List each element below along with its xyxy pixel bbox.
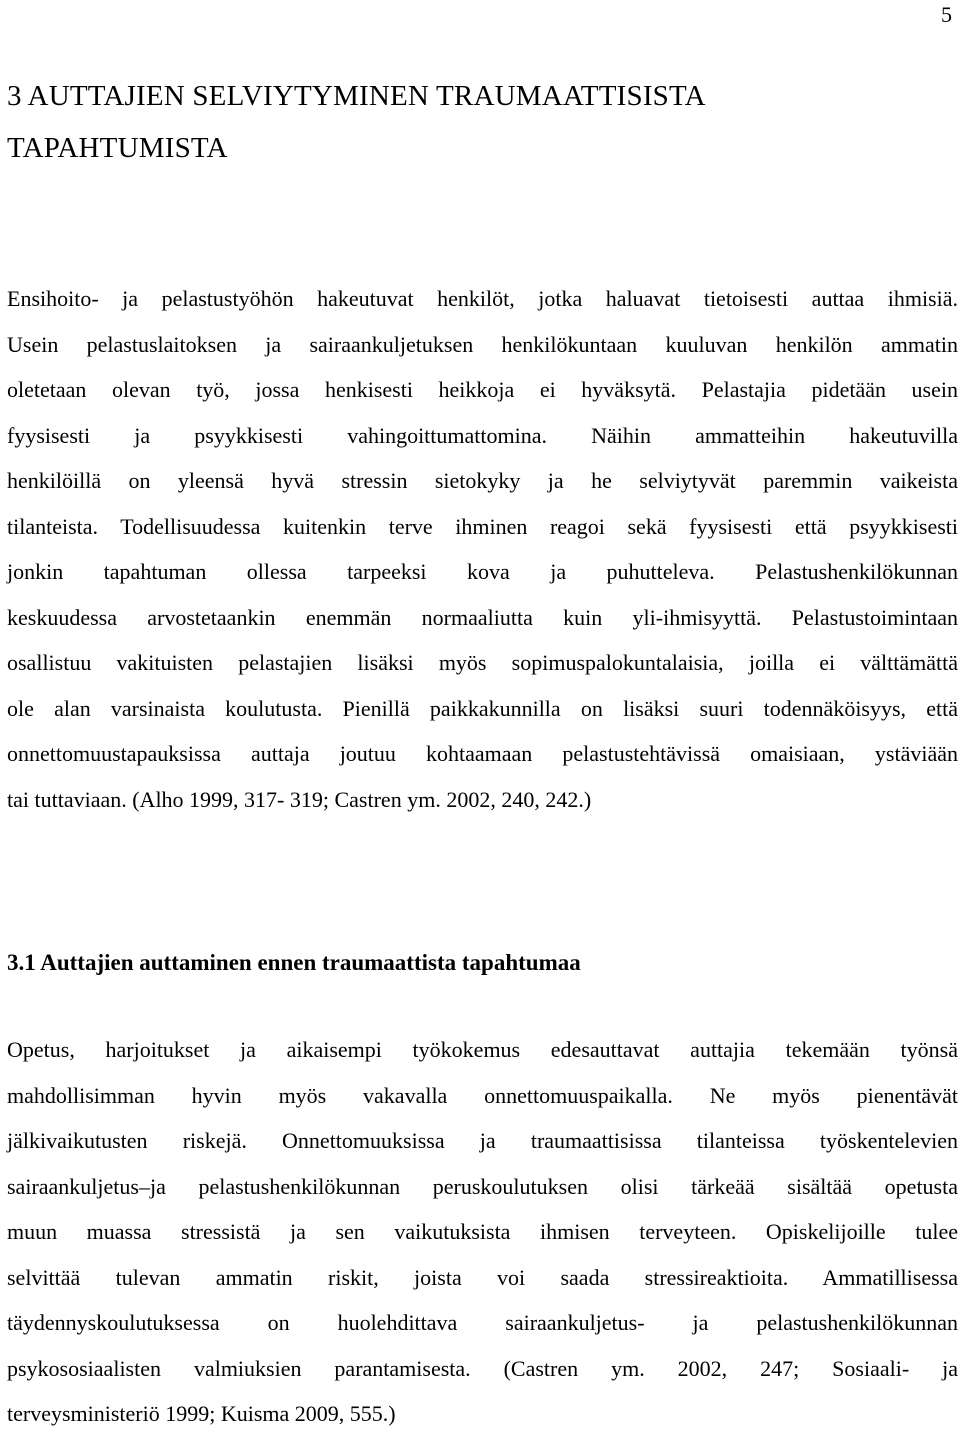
paragraph-line: ole alan varsinaista koulutusta. Pienillä paikkakunnilla on lisäksi suuri todennäköisyys, että xyxy=(7,695,958,721)
paragraph-line: sairaankuljetus–ja pelastushenkilökunnan peruskoulutuksen olisi tärkeää sisältää opetusta xyxy=(7,1173,958,1199)
paragraph-line: onnettomuustapauksissa auttaja joutuu kohtaamaan pelastustehtävissä omaisiaan, ystäviään xyxy=(7,741,958,766)
paragraph-line: Usein pelastuslaitoksen ja sairaankuljetuksen henkilökuntaan kuuluvan henkilön ammatin xyxy=(7,331,958,357)
paragraph-line: osallistuu vakituisten pelastajien lisäksi myös sopimuspalokuntalaisia, joilla ei välttämättä xyxy=(7,650,958,675)
paragraph-line: täydennyskoulutuksessa on huolehdittava sairaankuljetus- ja pelastushenkilökunnan xyxy=(7,1310,958,1335)
paragraph-line: psykososiaalisten valmiuksien parantamisesta. (Castren ym. 2002, 247; Sosiaali- ja xyxy=(7,1355,958,1381)
paragraph-line: keskuudessa arvostetaankin enemmän normaaliutta kuin yli-ihmisyyttä. Pelastustoimintaan xyxy=(7,604,958,630)
chapter-heading-line: TAPAHTUMISTA xyxy=(7,132,228,164)
paragraph-line: oletetaan olevan työ, jossa henkisesti heikkoja ei hyväksytä. Pelastajia pidetään usein xyxy=(7,377,958,402)
chapter-heading xyxy=(7,70,937,174)
paragraph-line: terveysministeriö 1999; Kuisma 2009, 555.) xyxy=(7,1401,396,1426)
paragraph-line: mahdollisimman hyvin myös vakavalla onnettomuuspaikalla. Ne myös pienentävät xyxy=(7,1082,958,1108)
paragraph-line: Ensihoito- ja pelastustyöhön hakeutuvat henkilöt, jotka haluavat tietoisesti auttaa ihmisiä. xyxy=(7,286,958,311)
paragraph-line: henkilöillä on yleensä hyvä stressin sietokyky ja he selviytyvät paremmin vaikeista xyxy=(7,468,958,493)
paragraph-line: tai tuttaviaan. (Alho 1999, 317- 319; Castren ym. 2002, 240, 242.) xyxy=(7,786,592,812)
paragraph-line: selvittää tulevan ammatin riskit, joista voi saada stressireaktioita. Ammatillisessa xyxy=(7,1264,958,1290)
paragraph-line: Opetus, harjoitukset ja aikaisempi työkokemus edesauttavat auttajia tekemään työnsä xyxy=(7,1037,958,1062)
paragraph-line: tilanteista. Todellisuudessa kuitenkin terve ihminen reagoi sekä fyysisesti että psyykkisesti xyxy=(7,513,958,539)
paragraph-line: muun muassa stressistä ja sen vaikutuksista ihmisen terveyteen. Opiskelijoille tulee xyxy=(7,1219,958,1244)
body-paragraph xyxy=(7,1027,958,1437)
page-number: 5 xyxy=(941,2,952,27)
paragraph-line: fyysisesti ja psyykkisesti vahingoittumattomina. Näihin ammatteihin hakeutuvilla xyxy=(7,422,958,448)
chapter-heading-line: 3 AUTTAJIEN SELVIYTYMINEN TRAUMAATTISISTA xyxy=(7,80,706,112)
section-heading: 3.1 Auttajien auttaminen ennen traumaattista tapahtumaa xyxy=(7,950,581,975)
paragraph-line: jonkin tapahtuman ollessa tarpeeksi kova ja puhutteleva. Pelastushenkilökunnan xyxy=(7,559,958,584)
paragraph-line: jälkivaikutusten riskejä. Onnettomuuksissa ja traumaattisissa tilanteissa työskentelevien xyxy=(7,1128,958,1153)
body-paragraph xyxy=(7,276,958,822)
